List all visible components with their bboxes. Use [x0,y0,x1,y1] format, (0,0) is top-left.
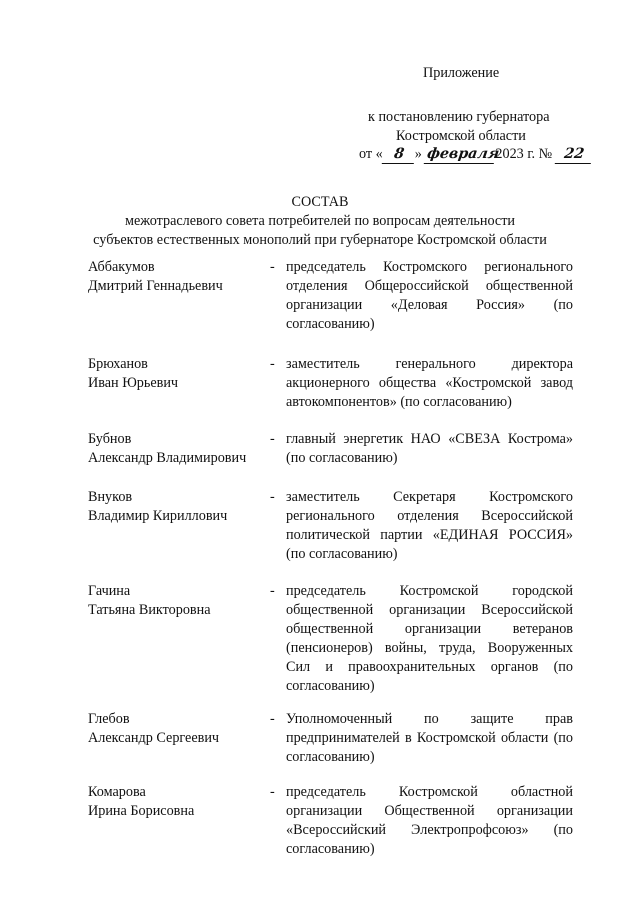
handwritten-day: 8 [381,146,416,164]
separator-dash: - [270,259,275,275]
separator-dash: - [270,583,275,599]
member-list [88,258,573,863]
member-surname: Гачина [88,583,131,599]
member-name [88,783,266,821]
heading-subtitle-line2: субъектов естественных монополий при губернаторе Костромской области [93,232,547,248]
member-given-names: Ирина Борисовна [88,803,195,819]
member-name [88,710,266,748]
separator-dash: - [270,711,275,727]
list-item [88,582,573,710]
handwritten-decree-number: 22 [554,146,593,164]
list-item [88,355,573,430]
member-name [88,258,266,296]
handwritten-month: февраля [424,146,497,164]
member-surname: Бубнов [88,431,132,447]
decree-date-line [359,145,592,164]
member-surname: Брюханов [88,356,148,372]
list-item [88,783,573,863]
separator-dash: - [270,784,275,800]
member-role: председатель Костромской городской общественной организации Всероссийской общественной организации ветеранов (пенсионеров) войны, труда, Вооруженных Сил и правоохранительных органов (по согласованию) [286,583,573,694]
member-name [88,582,266,620]
list-item [88,430,573,488]
member-role: Уполномоченный по защите прав предпринимателей в Костромской области (по согласованию) [286,711,573,765]
member-given-names: Александр Сергеевич [88,730,220,746]
separator-dash: - [270,356,275,372]
separator-dash: - [270,489,275,505]
member-given-names: Татьяна Викторовна [88,602,211,618]
date-quote-close: » [414,146,422,162]
member-surname: Комарова [88,784,146,800]
appendix-block [0,0,640,170]
member-surname: Внуков [88,489,133,505]
year-text: 2023 г. № [495,146,553,162]
document-heading [0,193,640,250]
heading-title: СОСТАВ [291,194,349,210]
member-name [88,430,266,468]
date-prefix: от « [359,146,383,162]
member-surname: Глебов [88,711,130,727]
member-surname: Аббакумов [88,259,155,275]
member-role: заместитель генерального директора акционерного общества «Костромской завод автокомпонентов» (по согласованию) [286,356,573,410]
member-role: главный энергетик НАО «СВЕЗА Кострома» (по согласованию) [286,431,573,466]
member-role: заместитель Секретаря Костромского регионального отделения Всероссийской политической партии «ЕДИНАЯ РОССИЯ» (по согласованию) [286,489,573,562]
list-item [88,488,573,582]
region-name: Костромской области [396,128,526,144]
member-role: председатель Костромского регионального отделения Общероссийской общественной организации «Деловая Россия» (по согласованию) [286,259,573,332]
member-name [88,355,266,393]
appendix-title: Приложение [423,65,500,81]
list-item [88,710,573,783]
member-given-names: Александр Владимирович [88,450,247,466]
member-given-names: Иван Юрьевич [88,375,179,391]
member-name [88,488,266,526]
separator-dash: - [270,431,275,447]
heading-subtitle-line1: межотраслевого совета потребителей по вопросам деятельности [124,213,516,229]
decree-reference: к постановлению губернатора [368,109,550,125]
member-given-names: Дмитрий Геннадьевич [88,278,223,294]
list-item [88,258,573,355]
member-given-names: Владимир Кириллович [88,508,228,524]
member-role: председатель Костромской областной организации Общественной организации «Всероссийский Электропрофсоюз» (по согласованию) [286,784,573,857]
